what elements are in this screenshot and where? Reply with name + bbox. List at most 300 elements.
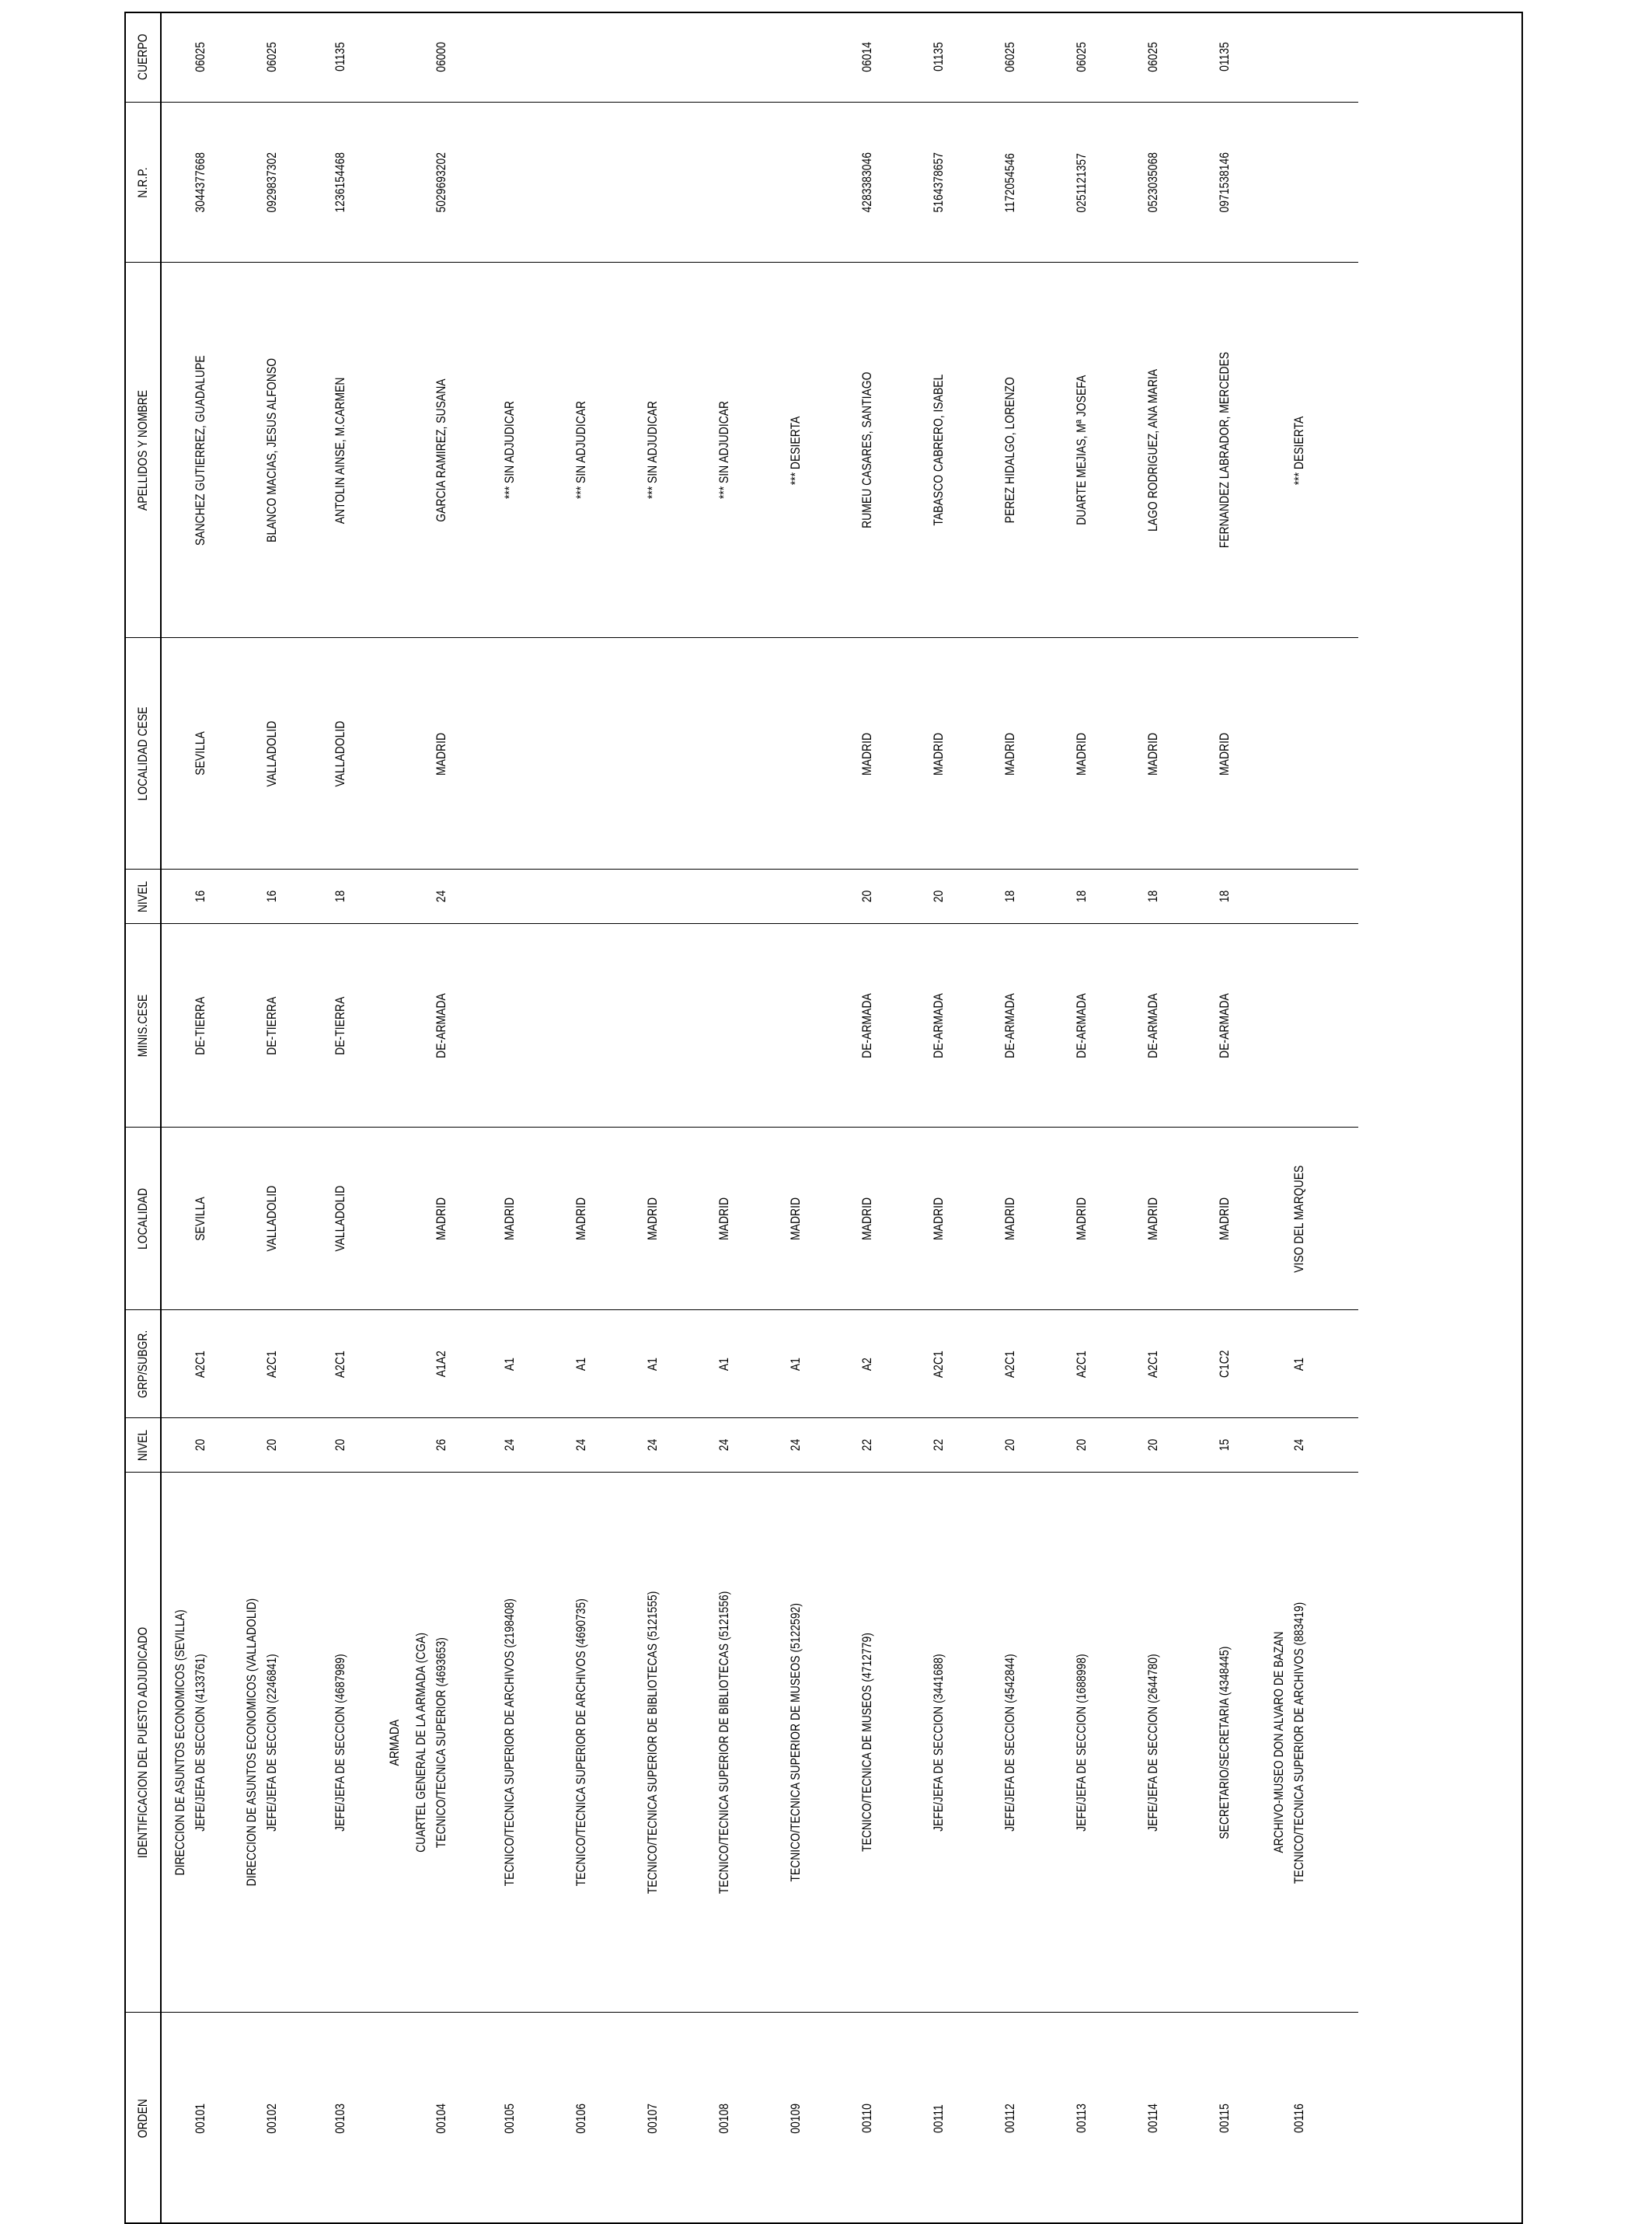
grp-cell	[545, 1310, 617, 1418]
header-localidad: LOCALIDAD	[126, 1144, 161, 1294]
cuerpo-cell-text: 06025	[1002, 41, 1017, 72]
header-nrp: N.R.P.	[126, 117, 161, 249]
grp-cell-text: A2C1	[193, 1351, 207, 1378]
nombre-cell	[903, 263, 974, 638]
nivel-cese-cell	[617, 870, 688, 924]
empty-cell	[376, 638, 403, 870]
grp-cell-text: A1	[573, 1357, 588, 1372]
filler-cell	[1332, 638, 1358, 870]
grp-cell-text: A1	[788, 1357, 803, 1372]
empty-cell	[1260, 1128, 1287, 1310]
puesto-cell	[545, 1473, 617, 2013]
nombre-cell	[1287, 263, 1332, 638]
nrp-cell-text: 0929837302	[264, 152, 279, 213]
nivel-cese-cell	[1117, 870, 1189, 924]
empty-cell	[403, 1128, 429, 1310]
nivel-cese-cell	[429, 870, 474, 924]
puesto-cell-text: TECNICO/TECNICA SUPERIOR DE BIBLIOTECAS (5121556)	[716, 1591, 731, 1895]
minis-cese-cell	[260, 924, 305, 1128]
section-heading-cell	[161, 1473, 188, 2013]
header-nivel: NIVEL	[126, 1423, 161, 1467]
table-row	[1046, 12, 1117, 2224]
header-localidad-cese: LOCALIDAD CESE	[126, 659, 161, 849]
minis-cese-cell	[831, 924, 903, 1128]
minis-cese-cell-text: DE-ARMADA	[1074, 993, 1089, 1058]
localidad-cell	[688, 1128, 760, 1310]
header-orden: ORDEN	[126, 2031, 161, 2205]
orden-cell-text: 00103	[333, 2103, 347, 2134]
localidad-cese-cell	[188, 638, 233, 870]
nivel-cell	[1117, 1418, 1189, 1473]
nivel-cese-cell	[974, 870, 1046, 924]
localidad-cese-cell	[1189, 638, 1260, 870]
empty-cell	[161, 103, 188, 263]
section-heading: DIRECCION DE ASUNTOS ECONOMICOS (SEVILLA)	[173, 1609, 187, 1876]
table-row	[688, 12, 760, 2224]
minis-cese-cell-text: DE-ARMADA	[931, 993, 946, 1058]
cuerpo-cell	[429, 12, 474, 103]
grp-cell-text: A1	[716, 1357, 731, 1372]
empty-cell	[233, 870, 260, 924]
grp-cell	[1189, 1310, 1260, 1418]
header-apellidos-nombre: APELLIDOS Y NOMBRE	[126, 296, 161, 604]
table-row	[1117, 12, 1189, 2224]
empty-cell	[376, 263, 403, 638]
cuerpo-cell	[760, 12, 831, 103]
localidad-cell-text: MADRID	[1217, 1197, 1232, 1240]
nivel-cell	[974, 1418, 1046, 1473]
puesto-cell	[429, 1473, 474, 2013]
table-row	[903, 12, 974, 2224]
nivel-cell	[260, 1418, 305, 1473]
empty-cell	[376, 1310, 403, 1418]
localidad-cell-text: MADRID	[502, 1197, 517, 1240]
nivel-cell	[429, 1418, 474, 1473]
nombre-cell-text: TABASCO CABRERO, ISABEL	[931, 375, 946, 526]
orden-cell	[474, 2013, 545, 2224]
nivel-cese-cell	[1046, 870, 1117, 924]
localidad-cell	[260, 1128, 305, 1310]
localidad-cell	[1189, 1128, 1260, 1310]
puesto-cell-text: TECNICO/TECNICA SUPERIOR (4693653)	[434, 1637, 448, 1849]
minis-cese-cell	[188, 924, 233, 1128]
nivel-cell-text: 20	[193, 1439, 207, 1452]
nombre-cell-text: DUARTE MEJIAS, Mª JOSEFA	[1074, 375, 1089, 526]
nombre-cell-text: *** SIN ADJUDICAR	[573, 401, 588, 500]
section-heading-cell	[233, 1473, 260, 2013]
puesto-cell	[1189, 1473, 1260, 2013]
empty-cell	[403, 870, 429, 924]
minis-cese-cell	[305, 924, 376, 1128]
nombre-cell	[1117, 263, 1189, 638]
nivel-cese-cell	[1287, 870, 1332, 924]
table-row	[474, 12, 545, 2224]
nivel-cell-text: 20	[333, 1439, 347, 1452]
cuerpo-cell	[974, 12, 1046, 103]
minis-cese-cell-text: DE-ARMADA	[1145, 993, 1160, 1058]
orden-cell	[974, 2013, 1046, 2224]
nivel-cell-text: 24	[788, 1439, 803, 1452]
filler-row	[1332, 12, 1358, 2224]
nrp-cell	[474, 103, 545, 263]
empty-cell	[376, 103, 403, 263]
localidad-cell	[545, 1128, 617, 1310]
localidad-cell-text: SEVILLA	[193, 1197, 207, 1241]
minis-cese-cell	[617, 924, 688, 1128]
empty-cell	[1260, 638, 1287, 870]
localidad-cese-cell	[429, 638, 474, 870]
grp-cell	[903, 1310, 974, 1418]
grp-cell-text: A2C1	[1074, 1351, 1089, 1378]
nivel-cese-cell	[1189, 870, 1260, 924]
empty-cell	[1260, 103, 1287, 263]
cuerpo-cell-text: 01135	[931, 42, 946, 72]
section-heading-row	[1260, 12, 1287, 2224]
empty-cell	[1260, 12, 1287, 103]
header-cuerpo: CUERPO	[126, 20, 161, 95]
localidad-cese-cell	[688, 638, 760, 870]
section-heading-row	[376, 12, 403, 2224]
header-grp-subgr: GRP/SUBGR.	[126, 1320, 161, 1409]
minis-cese-cell	[545, 924, 617, 1128]
cuerpo-cell-text: 06025	[193, 41, 207, 72]
nivel-cell-text: 22	[931, 1439, 946, 1452]
cuerpo-cell-text: 01135	[333, 42, 347, 72]
table-row	[305, 12, 376, 2224]
orden-cell	[903, 2013, 974, 2224]
nivel-cese-cell	[688, 870, 760, 924]
nrp-cell	[1189, 103, 1260, 263]
filler-cell	[1332, 1473, 1358, 2013]
nombre-cell	[974, 263, 1046, 638]
localidad-cell-text: MADRID	[788, 1197, 803, 1240]
empty-cell	[233, 1418, 260, 1473]
nrp-cell	[260, 103, 305, 263]
localidad-cell	[1046, 1128, 1117, 1310]
nivel-cese-cell-text: 18	[1217, 891, 1232, 903]
grp-cell-text: C1C2	[1217, 1350, 1232, 1379]
localidad-cese-cell-text: VALLADOLID	[333, 720, 347, 787]
cuerpo-cell	[545, 12, 617, 103]
empty-cell	[403, 12, 429, 103]
puesto-cell	[831, 1473, 903, 2013]
empty-cell	[233, 12, 260, 103]
nombre-cell-text: ANTOLIN AINSE, M.CARMEN	[333, 377, 347, 524]
empty-cell	[161, 12, 188, 103]
localidad-cell-text: MADRID	[859, 1197, 874, 1240]
orden-cell-text: 00114	[1145, 2104, 1160, 2134]
section-heading: ARCHIVO-MUSEO DON ALVARO DE BAZAN	[1271, 1631, 1286, 1854]
puesto-cell-text: JEFE/JEFA DE SECCION (4687989)	[333, 1654, 347, 1832]
orden-cell	[1117, 2013, 1189, 2224]
puesto-cell-text: JEFE/JEFA DE SECCION (4133761)	[193, 1654, 207, 1832]
grp-cell	[429, 1310, 474, 1418]
nombre-cell	[474, 263, 545, 638]
minis-cese-cell	[429, 924, 474, 1128]
localidad-cese-cell	[260, 638, 305, 870]
puesto-cell	[1287, 1473, 1332, 2013]
nrp-cell	[1046, 103, 1117, 263]
puesto-cell-text: JEFE/JEFA DE SECCION (1688998)	[1074, 1654, 1089, 1832]
nivel-cell-text: 15	[1217, 1439, 1232, 1452]
localidad-cell-text: MADRID	[573, 1197, 588, 1240]
orden-cell-text: 00115	[1217, 2104, 1232, 2134]
nivel-cell-text: 24	[645, 1439, 660, 1452]
orden-cell	[429, 2013, 474, 2224]
nrp-cell-text: 0523035068	[1145, 152, 1160, 213]
localidad-cell	[831, 1128, 903, 1310]
nrp-cell	[688, 103, 760, 263]
nrp-cell-text: 1236154468	[333, 152, 347, 213]
nivel-cese-cell-text: 18	[1002, 891, 1017, 903]
localidad-cese-cell-text: MADRID	[1217, 732, 1232, 776]
table-row	[429, 12, 474, 2224]
nombre-cell	[305, 263, 376, 638]
adjudication-table	[126, 12, 1358, 2224]
nivel-cell-text: 20	[1074, 1439, 1089, 1452]
nivel-cell-text: 20	[1002, 1439, 1017, 1452]
nombre-cell	[831, 263, 903, 638]
nrp-cell-text: 3044377668	[193, 152, 207, 213]
nivel-cese-cell-text: 20	[931, 891, 946, 903]
filler-cell	[1332, 1310, 1358, 1418]
orden-cell	[1189, 2013, 1260, 2224]
localidad-cell-text: MADRID	[931, 1197, 946, 1240]
nivel-cese-cell	[474, 870, 545, 924]
puesto-cell	[188, 1473, 233, 2013]
puesto-cell	[1117, 1473, 1189, 2013]
nrp-cell	[903, 103, 974, 263]
filler-cell	[1332, 924, 1358, 1128]
table-body	[161, 12, 1358, 2224]
orden-cell	[305, 2013, 376, 2224]
empty-cell	[1260, 1418, 1287, 1473]
grp-cell	[831, 1310, 903, 1418]
puesto-cell-text: TECNICO/TECNICA SUPERIOR DE MUSEOS (5122592)	[788, 1603, 803, 1882]
empty-cell	[403, 103, 429, 263]
empty-cell	[161, 1310, 188, 1418]
nrp-cell-text: 5029693202	[434, 152, 448, 213]
nivel-cell-text: 20	[264, 1439, 279, 1452]
nrp-cell	[188, 103, 233, 263]
nivel-cese-cell-text: 18	[1074, 891, 1089, 903]
nivel-cese-cell	[260, 870, 305, 924]
localidad-cell-text: MADRID	[1002, 1197, 1017, 1240]
cuerpo-cell	[688, 12, 760, 103]
empty-cell	[161, 2013, 188, 2224]
nrp-cell	[305, 103, 376, 263]
table-row	[1287, 12, 1332, 2224]
empty-cell	[403, 638, 429, 870]
header-identificacion: IDENTIFICACION DEL PUESTO ADJUDICADO	[126, 1522, 161, 1964]
puesto-cell	[305, 1473, 376, 2013]
nrp-cell	[974, 103, 1046, 263]
cuerpo-cell-text: 06025	[1074, 41, 1089, 72]
localidad-cese-cell-text: MADRID	[1074, 732, 1089, 776]
grp-cell	[188, 1310, 233, 1418]
nrp-cell	[429, 103, 474, 263]
filler-cell	[1332, 103, 1358, 263]
section-heading-row	[161, 12, 188, 2224]
orden-cell	[688, 2013, 760, 2224]
localidad-cese-cell	[545, 638, 617, 870]
cuerpo-cell-text: 06014	[859, 41, 874, 72]
nrp-cell-text: 0971538146	[1217, 152, 1232, 213]
localidad-cell	[903, 1128, 974, 1310]
orden-cell-text: 00104	[434, 2103, 448, 2134]
localidad-cese-cell	[974, 638, 1046, 870]
empty-cell	[1260, 870, 1287, 924]
localidad-cese-cell-text: MADRID	[859, 732, 874, 776]
nivel-cell	[474, 1418, 545, 1473]
grp-cell	[474, 1310, 545, 1418]
section-heading-row	[233, 12, 260, 2224]
nombre-cell	[1189, 263, 1260, 638]
grp-cell	[617, 1310, 688, 1418]
empty-cell	[1260, 2013, 1287, 2224]
orden-cell	[1046, 2013, 1117, 2224]
grp-cell-text: A1A2	[434, 1351, 448, 1378]
section-heading-cell	[376, 1473, 403, 2013]
cuerpo-cell	[1189, 12, 1260, 103]
grp-cell	[974, 1310, 1046, 1418]
nivel-cese-cell-text: 18	[1145, 891, 1160, 903]
localidad-cese-cell	[831, 638, 903, 870]
empty-cell	[161, 924, 188, 1128]
nivel-cese-cell-text: 18	[333, 891, 347, 903]
puesto-cell-text: JEFE/JEFA DE SECCION (2644780)	[1145, 1654, 1160, 1832]
filler-cell	[1332, 1418, 1358, 1473]
nivel-cese-cell-text: 20	[859, 891, 874, 903]
localidad-cell	[429, 1128, 474, 1310]
grp-cell	[305, 1310, 376, 1418]
filler-cell	[1332, 2013, 1358, 2224]
empty-cell	[161, 1418, 188, 1473]
empty-cell	[376, 924, 403, 1128]
nivel-cell	[545, 1418, 617, 1473]
empty-cell	[233, 1310, 260, 1418]
orden-cell-text: 00109	[788, 2103, 803, 2134]
localidad-cell-text: VALLADOLID	[264, 1186, 279, 1252]
localidad-cese-cell-text: MADRID	[1145, 732, 1160, 776]
minis-cese-cell-text: DE-ARMADA	[1217, 993, 1232, 1058]
empty-cell	[376, 2013, 403, 2224]
localidad-cese-cell	[305, 638, 376, 870]
empty-cell	[403, 263, 429, 638]
nombre-cell	[617, 263, 688, 638]
nivel-cese-cell	[903, 870, 974, 924]
nivel-cell	[831, 1418, 903, 1473]
nivel-cell	[1189, 1418, 1260, 1473]
nrp-cell-text: 0251121357	[1074, 152, 1089, 213]
cuerpo-cell	[305, 12, 376, 103]
nombre-cell-text: *** SIN ADJUDICAR	[716, 401, 731, 500]
grp-cell	[1117, 1310, 1189, 1418]
cuerpo-cell	[1046, 12, 1117, 103]
grp-cell	[1046, 1310, 1117, 1418]
empty-cell	[161, 1128, 188, 1310]
puesto-cell-text: TECNICO/TECNICA DE MUSEOS (4712779)	[859, 1633, 874, 1853]
localidad-cese-cell-text: MADRID	[931, 732, 946, 776]
grp-cell	[260, 1310, 305, 1418]
nivel-cell	[688, 1418, 760, 1473]
nombre-cell-text: SANCHEZ GUTIERREZ, GUADALUPE	[193, 355, 207, 546]
nivel-cese-cell	[831, 870, 903, 924]
table-row	[545, 12, 617, 2224]
nivel-cese-cell	[545, 870, 617, 924]
grp-cell-text: A1	[645, 1357, 660, 1372]
empty-cell	[233, 263, 260, 638]
localidad-cell	[1287, 1128, 1332, 1310]
empty-cell	[403, 924, 429, 1128]
section-heading-row	[403, 12, 429, 2224]
nombre-cell-text: FERNANDEZ LABRADOR, MERCEDES	[1217, 352, 1232, 549]
nombre-cell	[260, 263, 305, 638]
empty-cell	[376, 1418, 403, 1473]
nrp-cell	[1117, 103, 1189, 263]
cuerpo-cell	[831, 12, 903, 103]
table-row	[831, 12, 903, 2224]
section-heading-cell	[1260, 1473, 1287, 2013]
localidad-cell-text: MADRID	[716, 1197, 731, 1240]
nombre-cell-text: *** SIN ADJUDICAR	[645, 401, 660, 500]
minis-cese-cell	[1189, 924, 1260, 1128]
localidad-cell-text: MADRID	[645, 1197, 660, 1240]
nivel-cese-cell	[188, 870, 233, 924]
empty-cell	[233, 1128, 260, 1310]
cuerpo-cell	[188, 12, 233, 103]
puesto-cell-text: TECNICO/TECNICA SUPERIOR DE ARCHIVOS (2198408)	[502, 1598, 517, 1887]
puesto-cell-text: JEFE/JEFA DE SECCION (2246841)	[264, 1654, 279, 1832]
localidad-cell-text: MADRID	[434, 1197, 448, 1240]
grp-cell-text: A1	[502, 1357, 517, 1372]
localidad-cese-cell	[760, 638, 831, 870]
empty-cell	[161, 870, 188, 924]
filler-cell	[1332, 870, 1358, 924]
nrp-cell	[617, 103, 688, 263]
table-row	[188, 12, 233, 2224]
nombre-cell-text: *** SIN ADJUDICAR	[502, 401, 517, 500]
nombre-cell	[760, 263, 831, 638]
localidad-cese-cell	[617, 638, 688, 870]
empty-cell	[233, 2013, 260, 2224]
grp-cell-text: A2C1	[264, 1351, 279, 1378]
grp-cell-text: A2C1	[1145, 1351, 1160, 1378]
nombre-cell-text: LAGO RODRIGUEZ, ANA MARIA	[1145, 368, 1160, 532]
cuerpo-cell-text: 06025	[1145, 41, 1160, 72]
table-row	[974, 12, 1046, 2224]
nivel-cell	[760, 1418, 831, 1473]
minis-cese-cell-text: DE-ARMADA	[1002, 993, 1017, 1058]
nivel-cell	[188, 1418, 233, 1473]
nivel-cell-text: 20	[1145, 1439, 1160, 1452]
localidad-cell	[188, 1128, 233, 1310]
nivel-cell	[617, 1418, 688, 1473]
orden-cell-text: 00111	[931, 2104, 946, 2133]
filler-cell	[1332, 263, 1358, 638]
localidad-cese-cell	[1046, 638, 1117, 870]
grp-cell-text: A2	[859, 1357, 874, 1372]
minis-cese-cell-text: DE-TIERRA	[264, 996, 279, 1055]
nombre-cell	[1046, 263, 1117, 638]
cuerpo-cell	[1287, 12, 1332, 103]
orden-cell-text: 00113	[1074, 2104, 1089, 2134]
nrp-cell-text: 4283383046	[859, 152, 874, 213]
empty-cell	[161, 638, 188, 870]
puesto-cell-text: SECRETARIO/SECRETARIA (4348445)	[1217, 1646, 1232, 1839]
nombre-cell	[688, 263, 760, 638]
empty-cell	[403, 2013, 429, 2224]
